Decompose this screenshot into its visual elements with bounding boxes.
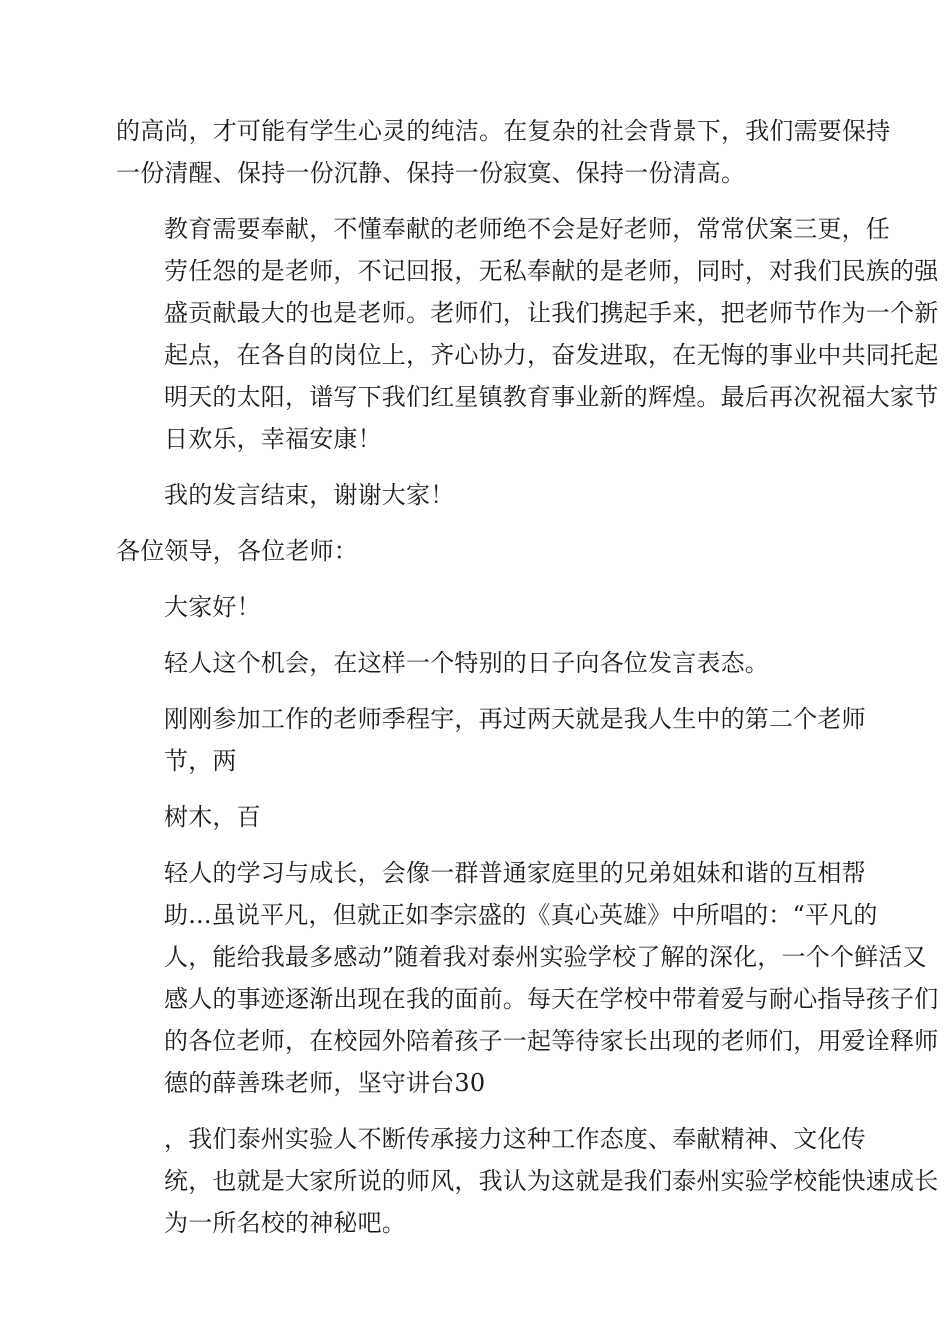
text-line: 节，两: [164, 747, 237, 775]
text-line: 各位领导，各位老师：: [116, 537, 358, 565]
paragraph: [116, 852, 939, 1104]
paragraph: [116, 1118, 939, 1244]
paragraph: [116, 698, 866, 782]
text-line: ，我们泰州实验人不断传承接力这种工作态度、奉献精神、文化传: [164, 1125, 866, 1153]
text-line: 大家好！: [164, 593, 261, 621]
paragraph: [116, 110, 891, 194]
text-line: 刚刚参加工作的老师季程宇，再过两天就是我人生中的第二个老师: [164, 705, 866, 733]
text-line: 盛贡献最大的也是老师。老师们，让我们携起手来，把老师节作为一个新: [164, 299, 939, 327]
text-line: 一份清醒、保持一份沉静、保持一份寂寞、保持一份清高。: [116, 159, 746, 187]
paragraph: [116, 474, 838, 516]
text-line: 我的发言结束，谢谢大家！: [164, 481, 455, 509]
paragraph: [116, 642, 838, 684]
paragraph: [116, 208, 939, 460]
text-line: 起点，在各自的岗位上，齐心协力，奋发进取，在无悔的事业中共同托起: [164, 341, 939, 369]
text-line: 轻人这个机会，在这样一个特别的日子向各位发言表态。: [164, 649, 769, 677]
text-line: 轻人的学习与成长，会像一群普通家庭里的兄弟姐妹和谐的互相帮: [164, 859, 866, 887]
paragraph: [116, 796, 838, 838]
text-line: 劳任怨的是老师，不记回报，无私奉献的是老师，同时，对我们民族的强: [164, 257, 939, 285]
text-line: 教育需要奉献，不懂奉献的老师绝不会是好老师，常常伏案三更，任: [164, 215, 890, 243]
text-line: 德的薛善珠老师，坚守讲台30: [164, 1069, 486, 1097]
text-line: 感人的事迹逐渐出现在我的面前。每天在学校中带着爱与耐心指导孩子们: [164, 985, 939, 1013]
document-body: [116, 110, 939, 1258]
text-line: 统，也就是大家所说的师风，我认为这就是我们泰州实验学校能快速成长: [164, 1167, 939, 1195]
text-line: 明天的太阳，谱写下我们红星镇教育事业新的辉煌。最后再次祝福大家节: [164, 383, 939, 411]
text-line: 树木，百: [164, 803, 261, 831]
text-line: 的各位老师，在校园外陪着孩子一起等待家长出现的老师们，用爱诠释师: [164, 1027, 939, 1055]
text-line: 助...虽说平凡，但就正如李宗盛的《真心英雄》中所唱的：“平凡的: [164, 901, 878, 929]
text-line: 为一所名校的神秘吧。: [164, 1209, 406, 1237]
text-line: 日欢乐，幸福安康！: [164, 425, 382, 453]
paragraph: [116, 586, 838, 628]
paragraph: [116, 530, 838, 572]
text-line: 的高尚，才可能有学生心灵的纯洁。在复杂的社会背景下，我们需要保持: [116, 117, 891, 145]
text-line: 人，能给我最多感动”随着我对泰州实验学校了解的深化，一个个鲜活又: [164, 943, 927, 971]
